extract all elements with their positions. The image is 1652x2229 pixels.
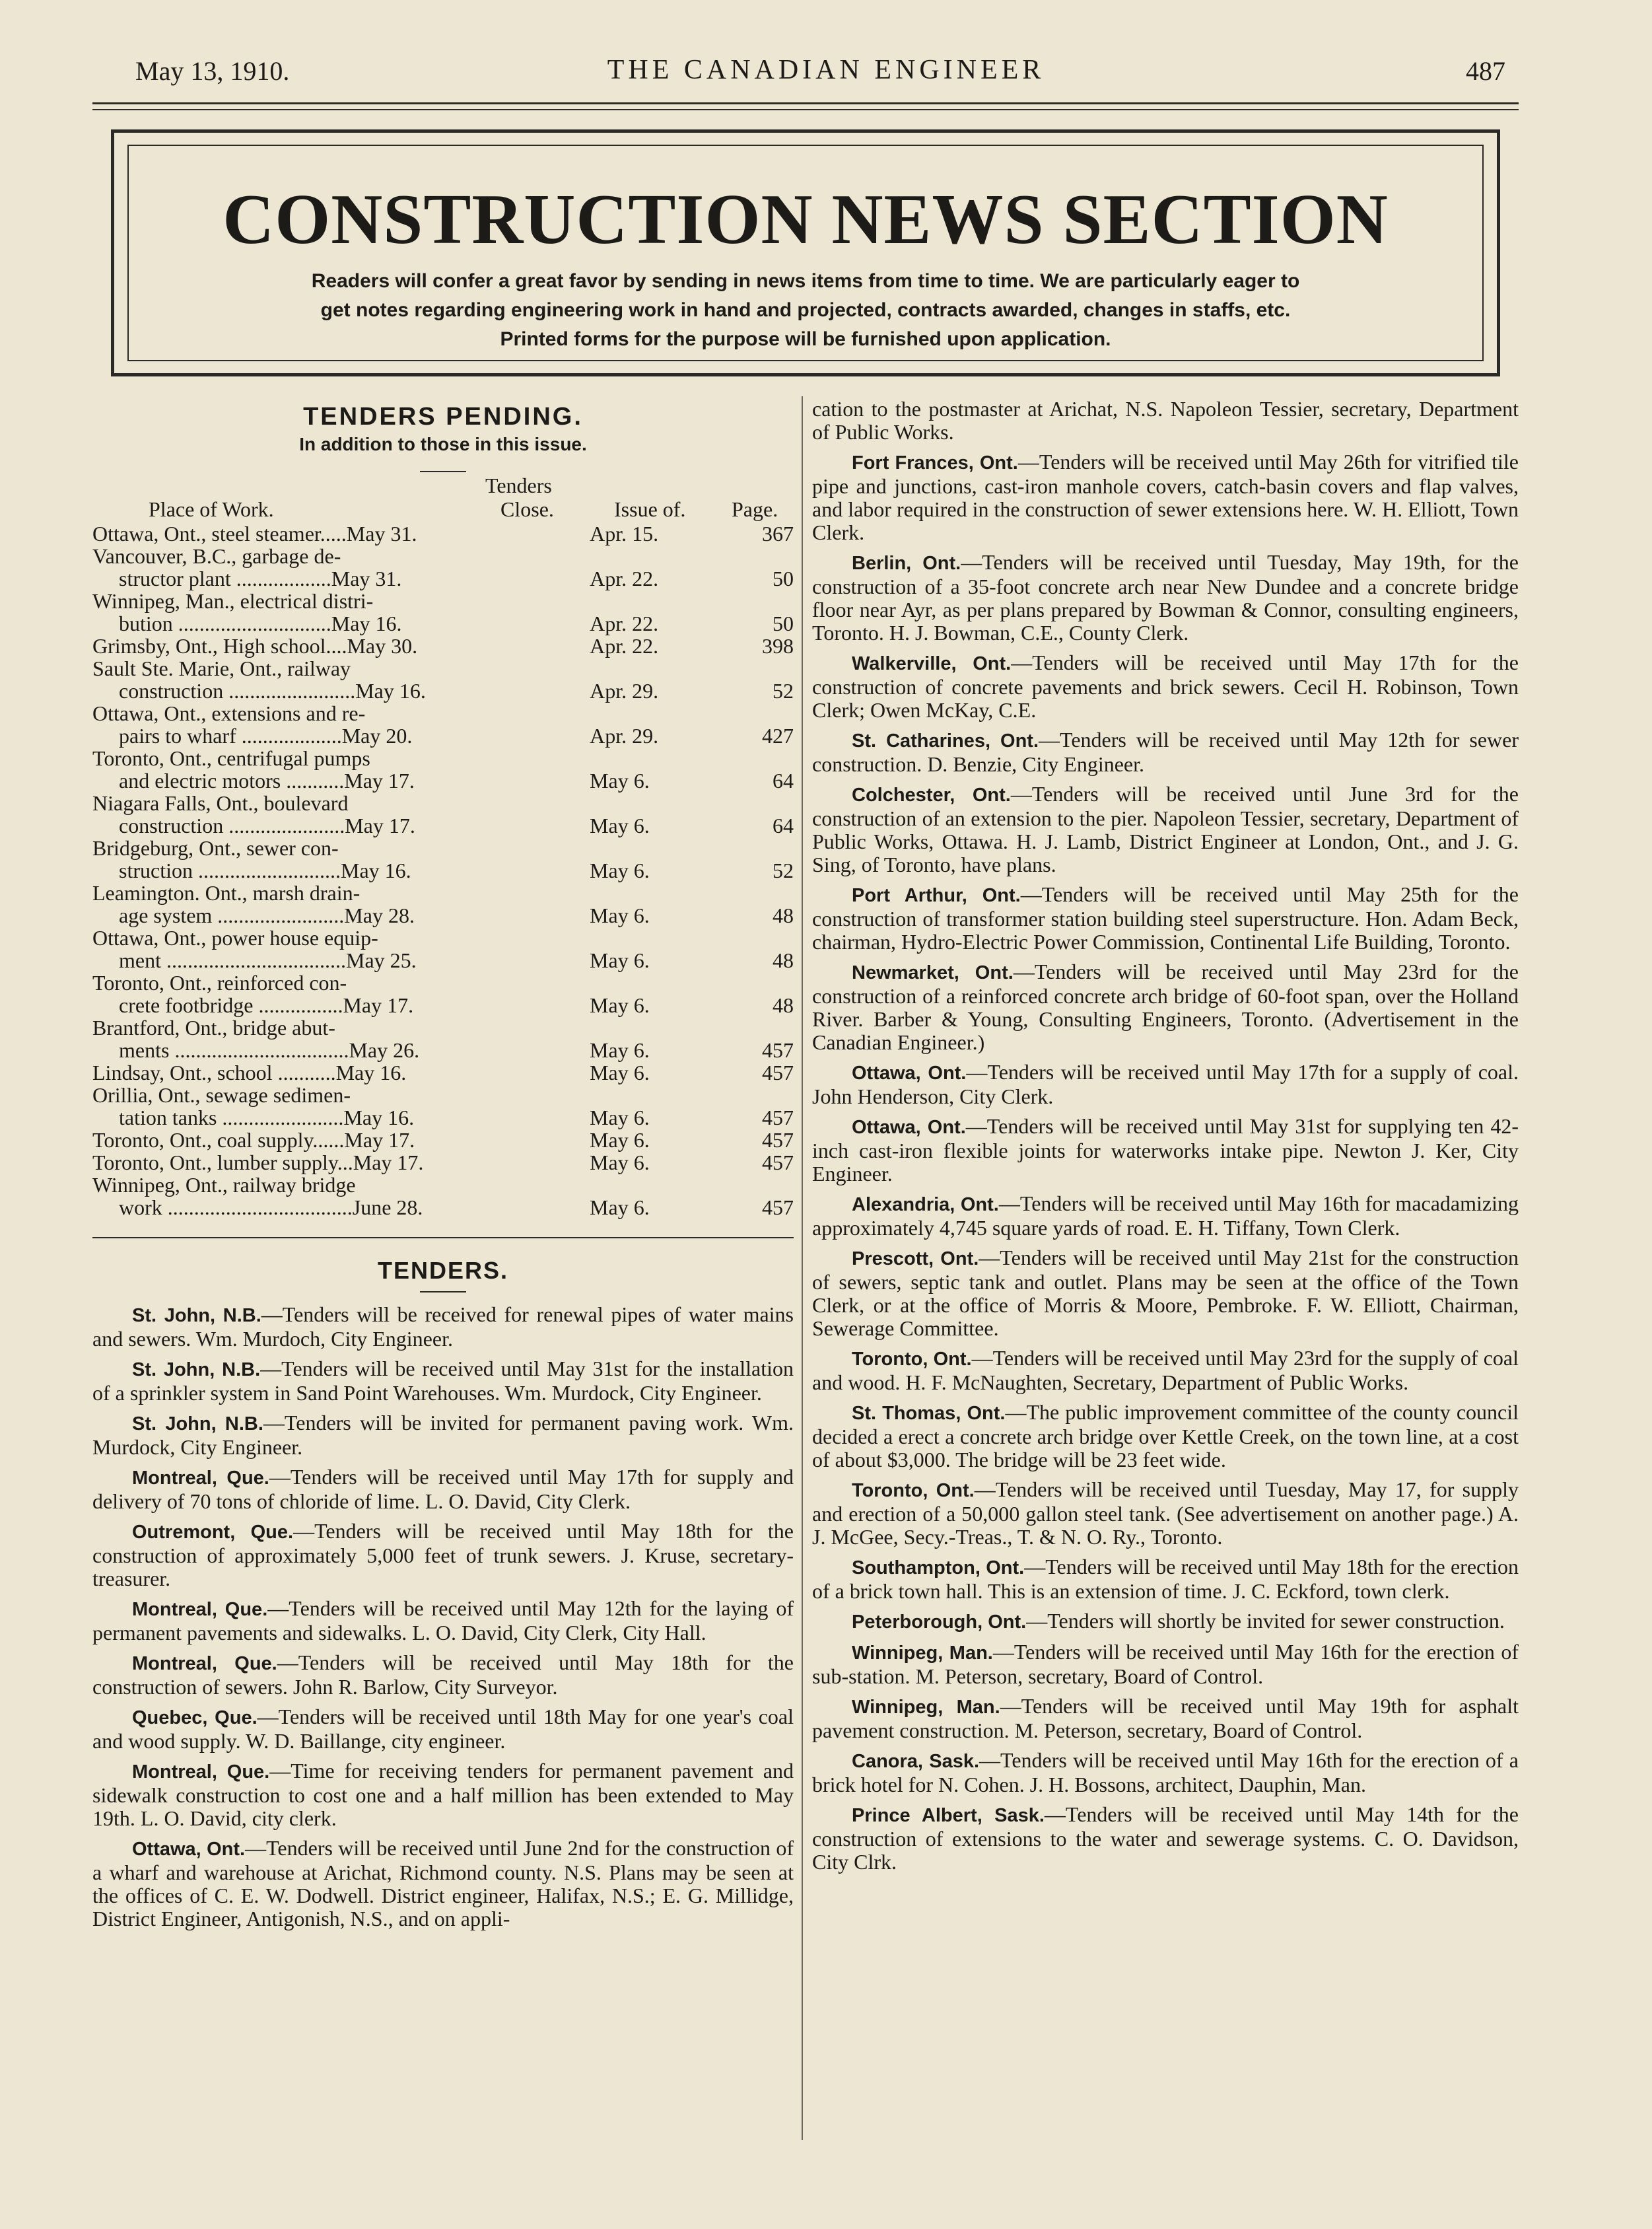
banner-title: CONSTRUCTION NEWS SECTION xyxy=(223,180,1389,259)
page-ref: 457 xyxy=(762,1061,794,1084)
page-ref: 457 xyxy=(762,1150,794,1174)
tender-item xyxy=(92,1705,794,1753)
tender-item xyxy=(92,1651,794,1699)
table-row xyxy=(92,792,794,837)
tender-item xyxy=(812,783,1519,876)
table-row xyxy=(92,1129,794,1151)
tender-text: —Tenders will be received until May 17th for the construction of concrete pavements and brick sewers. Cecil H. Robinson, Town Clerk; Owen McKay, C.E. xyxy=(812,651,1519,722)
tender-text: —Tenders will be received until May 19th for asphalt pavement construction. M. Peterson, secretary, Board of Control. xyxy=(812,1694,1519,1742)
place-line: ment ..................................May 25. xyxy=(119,948,417,972)
place-of-work xyxy=(92,882,576,927)
place-line: struction ...........................May 16. xyxy=(119,859,411,882)
tender-location: Alexandria, Ont. xyxy=(852,1194,999,1215)
banner-line-1: Readers will confer a great favor by sending in news items from time to time. We are particularly eager to xyxy=(311,270,1300,292)
place-of-work xyxy=(92,545,576,590)
col-place: Place of Work. xyxy=(149,497,274,521)
tender-item xyxy=(92,1466,794,1513)
tender-text: —Tenders will be received until May 21st for the construction of sewers, septic tank and outlet. Plans may be seen at the office of the Town Clerk, or at the office of Morris & Moore, Pembroke. F. W. Elliott, Chairman, Sewerage Committee. xyxy=(812,1246,1519,1340)
issue-of: May 6. xyxy=(590,1038,650,1062)
place-of-work xyxy=(92,635,576,657)
tender-item xyxy=(812,551,1519,645)
construction-news-banner xyxy=(111,129,1500,376)
tenders-pending-subtitle: In addition to those in this issue. xyxy=(299,434,587,454)
place-of-work xyxy=(92,1151,576,1174)
tender-text: —Tenders will be received until May 31st for supplying ten 42-inch cast-iron flexible joints for waterworks intake pipe. Newton J. Ker, City Engineer. xyxy=(812,1114,1519,1185)
tender-item xyxy=(812,1749,1519,1796)
tender-continuation: cation to the postmaster at Arichat, N.S. Napoleon Tessier, secretary, Department of Public Works. xyxy=(812,397,1519,444)
place-line: Brantford, Ont., bridge abut- xyxy=(92,1016,335,1040)
tenders-left-list xyxy=(92,1303,794,1930)
place-line: bution .............................May 16. xyxy=(119,612,402,635)
table-row xyxy=(92,1151,794,1174)
page-ref: 367 xyxy=(762,522,794,546)
tender-location: Ottawa, Ont. xyxy=(852,1063,967,1084)
tender-text: —Tenders will be received until 18th May for one year's coal and wood supply. W. D. Baillange, city engineer. xyxy=(92,1705,794,1753)
tender-text: —Tenders will be received until May 12th for the laying of permanent pavements and sidewalks. L. O. David, City Clerk, City Hall. xyxy=(92,1596,794,1645)
place-line: pairs to wharf ...................May 20. xyxy=(119,724,413,748)
tender-item xyxy=(812,1478,1519,1549)
tender-text: —Tenders will be received until May 26th for vitrified tile pipe and junctions, cast-iron manhole covers, catch-basin covers and flap valves, and labor required in the construction of sewer extensions here. W. H. Elliott, Town Clerk. xyxy=(812,450,1519,544)
tender-text: —Tenders will be received until May 23rd for the supply of coal and wood. H. F. McNaughten, Secretary, Department of Public Works. xyxy=(812,1346,1519,1394)
banner-line-2: get notes regarding engineering work in hand and projected, contracts awarded, changes in staffs, etc. xyxy=(320,299,1291,321)
issue-of: May 6. xyxy=(590,993,650,1017)
tender-item xyxy=(812,728,1519,776)
tender-text: —Tenders will be received until May 16th for macadamizing approximately 4,745 square yards of road. E. H. Tiffany, Town Clerk. xyxy=(812,1191,1519,1240)
place-line: Sault Ste. Marie, Ont., railway xyxy=(92,656,351,680)
table-row xyxy=(92,590,794,635)
page-ref: 64 xyxy=(773,814,794,837)
page-ref: 427 xyxy=(762,724,794,748)
place-of-work xyxy=(92,590,576,635)
tender-location: Colchester, Ont. xyxy=(852,785,1011,806)
issue-of: May 6. xyxy=(590,948,650,972)
issue-of: Apr. 29. xyxy=(590,679,659,703)
tender-text: —Tenders will be received until Tuesday, May 17, for supply and erection of a 50,000 gallon steel tank. (See advertisement on another page.) A. J. McGee, Secy.-Treas., T. & N. O. Ry., Toronto. xyxy=(812,1477,1519,1549)
place-line: Winnipeg, Ont., railway bridge xyxy=(92,1173,356,1197)
left-column xyxy=(92,395,794,1937)
page-ref: 50 xyxy=(773,567,794,590)
issue-of: May 6. xyxy=(590,814,650,837)
issue-of: Apr. 22. xyxy=(590,567,659,590)
place-of-work xyxy=(92,837,576,882)
tender-item xyxy=(812,1115,1519,1185)
page-ref: 52 xyxy=(773,859,794,882)
place-of-work xyxy=(92,1129,576,1151)
journal-title: THE CANADIAN ENGINEER xyxy=(607,55,1045,85)
page-ref: 398 xyxy=(762,634,794,658)
place-of-work xyxy=(92,1174,576,1219)
tender-text: —Tenders will be received until May 31st for the installation of a sprinkler system in Sand Point Warehouses. Wm. Murdock, City Engineer. xyxy=(92,1357,794,1405)
tender-item xyxy=(812,450,1519,544)
tender-location: Toronto, Ont. xyxy=(852,1480,975,1501)
running-head xyxy=(0,52,1652,98)
table-row xyxy=(92,635,794,657)
place-line: Grimsby, Ont., High school....May 30. xyxy=(92,634,418,658)
issue-of: May 6. xyxy=(590,769,650,793)
place-line: construction ......................May 17. xyxy=(119,814,415,837)
tender-location: Fort Frances, Ont. xyxy=(852,452,1018,474)
tender-location: Berlin, Ont. xyxy=(852,553,961,574)
tender-text: —Tenders will be received until Tuesday, May 19th, for the construction of a 35-foot concrete arch near New Dundee and a concrete bridge floor near Ayr, as per plans prepared by Bowman & Connor, consulting engineers, Toronto. H. J. Bowman, C.E., County Clerk. xyxy=(812,550,1519,645)
place-of-work xyxy=(92,522,576,545)
place-line: Toronto, Ont., reinforced con- xyxy=(92,971,347,995)
tender-text: —Tenders will be received until May 23rd for the construction of a reinforced concrete arch bridge of 60-foot span, over the Holland River. Barber & Young, Consulting Engineers, Toronto. (Advertisement in the Canadian Engineer.) xyxy=(812,960,1519,1054)
place-line: structor plant ..................May 31. xyxy=(119,567,402,590)
tender-text: —Tenders will be received until May 25th for the construction of transformer station building steel superstructure. Hon. Adam Beck, chairman, Hydro-Electric Power Commission, Continental Life Building, Toronto. xyxy=(812,882,1519,954)
issue-of: May 6. xyxy=(590,903,650,927)
issue-of: Apr. 22. xyxy=(590,612,659,635)
tender-item xyxy=(812,1803,1519,1874)
page-number: 487 xyxy=(1466,56,1505,86)
table-row xyxy=(92,1174,794,1219)
tender-item xyxy=(92,1597,794,1645)
tender-location: Montreal, Que. xyxy=(132,1653,277,1674)
table-row xyxy=(92,1084,794,1129)
tender-text: —Tenders will be received until May 18th for the construction of sewers. John R. Barlow, City Surveyor. xyxy=(92,1650,794,1699)
tender-text: —Tenders will be received until June 2nd for the construction of a wharf and warehouse at Arichat, Richmond county. N.S. Plans may be seen at the offices of C. E. W. Dodwell. District engineer, Halifax, N.S.; E. G. Millidge, District Engineer, Antigonish, N.S., and on appli- xyxy=(92,1836,794,1930)
short-rule xyxy=(420,1291,466,1292)
tender-item xyxy=(812,883,1519,954)
issue-of: May 6. xyxy=(590,1150,650,1174)
tenders-pending-header xyxy=(92,472,794,522)
tender-location: Southampton, Ont. xyxy=(852,1557,1025,1578)
tender-text: —Tenders will be received until May 17th for supply and delivery of 70 tons of chloride of lime. L. O. David, City Clerk. xyxy=(92,1465,794,1513)
tender-item xyxy=(92,1520,794,1590)
place-line: Ottawa, Ont., power house equip- xyxy=(92,926,378,950)
place-line: Toronto, Ont., lumber supply...May 17. xyxy=(92,1150,424,1174)
col-tenders-top: Tenders xyxy=(485,474,552,497)
place-line: and electric motors ...........May 17. xyxy=(119,769,415,793)
tender-location: Newmarket, Ont. xyxy=(852,962,1014,983)
tender-text: —Tenders will be invited for permanent paving work. Wm. Murdock, City Engineer. xyxy=(92,1411,794,1459)
tender-location: Peterborough, Ont. xyxy=(852,1611,1027,1633)
table-row xyxy=(92,747,794,792)
tender-location: St. Catharines, Ont. xyxy=(852,730,1039,752)
tender-item xyxy=(92,1411,794,1459)
tender-item xyxy=(92,1837,794,1930)
page-ref: 457 xyxy=(762,1106,794,1129)
issue-of: May 6. xyxy=(590,1128,650,1152)
tender-location: St. John, N.B. xyxy=(132,1413,263,1434)
place-of-work xyxy=(92,702,576,747)
issue-of: May 6. xyxy=(590,1106,650,1129)
tender-location: Port Arthur, Ont. xyxy=(852,885,1021,906)
tender-location: Quebec, Que. xyxy=(132,1707,258,1728)
issue-of: May 6. xyxy=(590,859,650,882)
tender-location: Montreal, Que. xyxy=(132,1599,268,1620)
tender-text: —Tenders will be received for renewal pipes of water mains and sewers. Wm. Murdoch, City Engineer. xyxy=(92,1302,794,1351)
place-line: Orillia, Ont., sewage sedimen- xyxy=(92,1083,351,1107)
tender-text: —Tenders will be received until May 14th for the construction of extensions to the water and sewerage systems. C. O. Davidson, City Clrk. xyxy=(812,1802,1519,1874)
tender-text: —Tenders will be received until May 16th for the erection of sub-station. M. Peterson, secretary, Board of Control. xyxy=(812,1640,1519,1688)
issue-of: May 6. xyxy=(590,1195,650,1219)
tender-item xyxy=(812,1401,1519,1471)
place-of-work xyxy=(92,927,576,972)
tender-location: St. Thomas, Ont. xyxy=(852,1403,1006,1424)
tender-location: Winnipeg, Man. xyxy=(852,1643,993,1664)
tender-item xyxy=(92,1303,794,1351)
tender-location: Prescott, Ont. xyxy=(852,1248,979,1269)
tender-text: —Tenders will be received until May 17th for a supply of coal. John Henderson, City Clerk. xyxy=(812,1060,1519,1108)
header-rule-top xyxy=(92,102,1519,104)
tender-location: St. John, N.B. xyxy=(132,1359,261,1380)
place-line: Vancouver, B.C., garbage de- xyxy=(92,544,341,568)
tender-item xyxy=(812,1555,1519,1603)
place-of-work xyxy=(92,1016,576,1061)
banner-line-3: Printed forms for the purpose will be furnished upon application. xyxy=(500,328,1111,350)
table-row xyxy=(92,882,794,927)
tender-text: —Tenders will be received until June 3rd for the construction of an extension to the pier. Napoleon Tessier, secretary, Department of Public Works, Ottawa. H. J. Lamb, District Engineer at London, Ont., and J. G. Sing, of Toronto, have plans. xyxy=(812,782,1519,876)
page-ref: 52 xyxy=(773,679,794,703)
tender-text: —Tenders will be received until May 18th for the construction of approximately 5,000 feet of trunk sewers. J. Kruse, secretary-treasurer. xyxy=(92,1519,794,1590)
tender-text: —The public improvement committee of the county council decided a erect a concrete arch bridge over Kettle Creek, on the town line, at a cost of about $3,000. The bridge will be 23 feet wide. xyxy=(812,1400,1519,1471)
banner-inner-frame xyxy=(127,145,1484,361)
page-ref: 457 xyxy=(762,1038,794,1062)
column-divider xyxy=(802,396,803,2140)
tender-item xyxy=(812,1610,1519,1634)
tender-item xyxy=(812,1641,1519,1688)
tender-item xyxy=(812,1246,1519,1340)
place-of-work xyxy=(92,657,576,702)
tenders-pending-title: TENDERS PENDING. xyxy=(303,403,583,431)
tender-text: —Tenders will be received until May 18th for the erection of a brick town hall. This is an extension of time. J. C. Eckford, town clerk. xyxy=(812,1555,1519,1603)
tender-text: —Tenders will be received until May 16th for the erection of a brick hotel for N. Cohen. J. H. Bossons, architect, Dauphin, Man. xyxy=(812,1748,1519,1796)
col-issue: Issue of. xyxy=(614,497,686,521)
page-ref: 48 xyxy=(773,903,794,927)
page-ref: 457 xyxy=(762,1195,794,1219)
right-column xyxy=(812,398,1519,1880)
place-of-work xyxy=(92,747,576,792)
tender-item xyxy=(92,1759,794,1830)
tender-location: Montreal, Que. xyxy=(132,1468,269,1489)
table-row xyxy=(92,972,794,1016)
place-line: crete footbridge ................May 17. xyxy=(119,993,414,1017)
tender-location: Ottawa, Ont. xyxy=(852,1117,966,1138)
tender-location: Ottawa, Ont. xyxy=(132,1839,246,1860)
tender-location: Canora, Sask. xyxy=(852,1751,980,1772)
tender-item xyxy=(812,1061,1519,1108)
tender-item xyxy=(812,1347,1519,1394)
place-line: Niagara Falls, Ont., boulevard xyxy=(92,791,349,815)
col-close: Close. xyxy=(500,497,554,521)
page-ref: 457 xyxy=(762,1128,794,1152)
tenders-title: TENDERS. xyxy=(377,1257,509,1284)
tender-location: Outremont, Que. xyxy=(132,1522,294,1543)
tender-item xyxy=(92,1357,794,1405)
issue-of: Apr. 15. xyxy=(590,522,659,546)
tender-location: Toronto, Ont. xyxy=(852,1349,972,1370)
issue-of: Apr. 22. xyxy=(590,634,659,658)
place-line: Winnipeg, Man., electrical distri- xyxy=(92,589,374,613)
place-line: construction ........................May 16. xyxy=(119,679,426,703)
table-row xyxy=(92,657,794,702)
place-line: Lindsay, Ont., school ...........May 16. xyxy=(92,1061,407,1084)
table-row xyxy=(92,1061,794,1084)
place-line: Ottawa, Ont., steel steamer.....May 31. xyxy=(92,522,417,546)
section-separator xyxy=(92,1237,794,1238)
issue-date: May 13, 1910. xyxy=(135,56,290,86)
place-line: Ottawa, Ont., extensions and re- xyxy=(92,701,366,725)
issue-of: May 6. xyxy=(590,1061,650,1084)
place-line: Toronto, Ont., coal supply......May 17. xyxy=(92,1128,415,1152)
page-ref: 50 xyxy=(773,612,794,635)
tenders-right-list xyxy=(812,450,1519,1874)
issue-of: Apr. 29. xyxy=(590,724,659,748)
place-line: Toronto, Ont., centrifugal pumps xyxy=(92,746,370,770)
place-line: Bridgeburg, Ont., sewer con- xyxy=(92,836,339,860)
table-row xyxy=(92,522,794,545)
tender-text: —Tenders will be received until May 12th for sewer construction. D. Benzie, City Engineer. xyxy=(812,728,1519,776)
tender-location: Prince Albert, Sask. xyxy=(852,1805,1045,1826)
table-row xyxy=(92,1016,794,1061)
place-line: work ...................................June 28. xyxy=(119,1195,423,1219)
place-line: ments .................................May 26. xyxy=(119,1038,420,1062)
tender-location: St. John, N.B. xyxy=(132,1305,261,1326)
col-page: Page. xyxy=(732,497,778,521)
place-line: tation tanks .......................May 16. xyxy=(119,1106,415,1129)
table-row xyxy=(92,702,794,747)
place-of-work xyxy=(92,972,576,1016)
page-ref: 48 xyxy=(773,993,794,1017)
place-of-work xyxy=(92,792,576,837)
table-row xyxy=(92,927,794,972)
tender-item xyxy=(812,1695,1519,1742)
tender-location: Walkerville, Ont. xyxy=(852,653,1012,674)
tenders-pending-table xyxy=(92,522,794,1219)
tender-item xyxy=(812,1192,1519,1240)
tender-location: Montreal, Que. xyxy=(132,1761,270,1783)
page-ref: 48 xyxy=(773,948,794,972)
place-line: age system ........................May 28. xyxy=(119,903,415,927)
place-of-work xyxy=(92,1061,576,1084)
tender-text: —Time for receiving tenders for permanent pavement and sidewalk construction to cost one and a half million has been extended to May 19th. L. O. David, city clerk. xyxy=(92,1759,794,1830)
place-line: Leamington. Ont., marsh drain- xyxy=(92,881,361,905)
table-row xyxy=(92,545,794,590)
header-rule-bottom xyxy=(92,109,1519,110)
tender-item xyxy=(812,651,1519,722)
page-ref: 64 xyxy=(773,769,794,793)
table-row xyxy=(92,837,794,882)
tender-text: —Tenders will shortly be invited for sewer construction. xyxy=(1026,1609,1505,1633)
tender-location: Winnipeg, Man. xyxy=(852,1697,1000,1718)
place-of-work xyxy=(92,1084,576,1129)
tender-item xyxy=(812,960,1519,1054)
